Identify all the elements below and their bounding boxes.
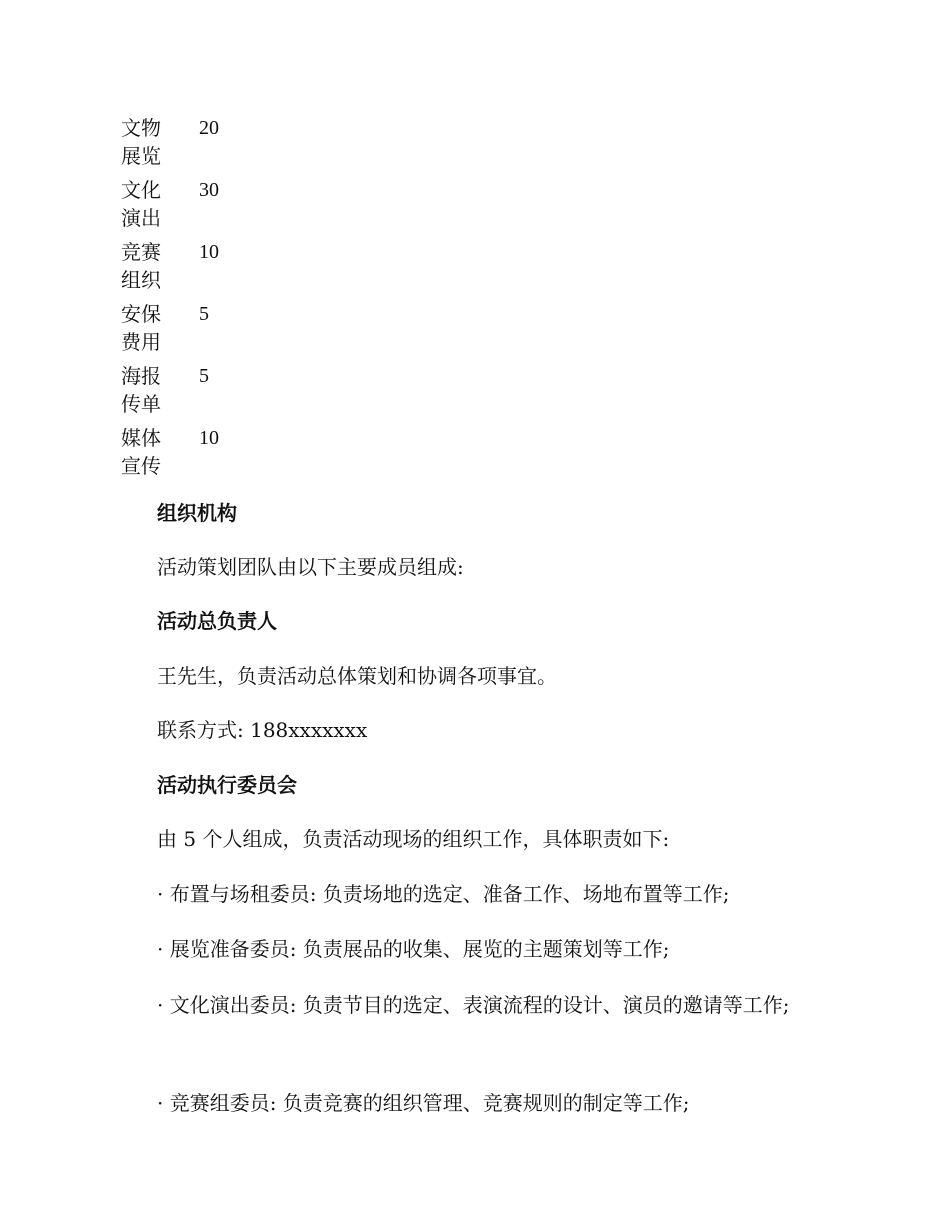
duty-item: · 竞赛组委员: 负责竞赛的组织管理、竞赛规则的制定等工作; — [157, 1091, 690, 1115]
duty-item: · 展览准备委员: 负责展品的收集、展览的主题策划等工作; — [157, 937, 670, 961]
budget-item — [121, 362, 199, 424]
budget-item-line2: 展览 — [121, 144, 161, 168]
committee-heading: 活动执行委员会 — [157, 773, 297, 797]
budget-item-line2: 宣传 — [121, 454, 161, 478]
duty-item: · 布置与场租委员: 负责场地的选定、准备工作、场地布置等工作; — [157, 882, 730, 906]
table-row — [121, 114, 219, 176]
org-heading: 组织机构 — [157, 501, 237, 525]
budget-amount: 30 — [199, 179, 219, 201]
budget-item-line2: 演出 — [121, 206, 161, 230]
budget-item-line1: 海报 — [121, 364, 161, 388]
budget-item-line1: 竞赛 — [121, 240, 161, 264]
committee-intro: 由 5 个人组成，负责活动现场的组织工作，具体职责如下: — [157, 827, 670, 851]
budget-item-line1: 安保 — [121, 302, 161, 326]
table-row — [121, 176, 219, 238]
budget-item-line2: 传单 — [121, 392, 161, 416]
table-row — [121, 300, 219, 362]
budget-amount: 10 — [199, 427, 219, 449]
table-row — [121, 424, 219, 486]
table-row — [121, 238, 219, 300]
budget-item — [121, 300, 199, 362]
budget-amount: 20 — [199, 117, 219, 139]
budget-item-line1: 文化 — [121, 178, 161, 202]
budget-amount: 5 — [199, 303, 209, 325]
budget-amount: 5 — [199, 365, 209, 387]
budget-item-line1: 媒体 — [121, 426, 161, 450]
table-row — [121, 362, 219, 424]
duty-item: · 文化演出委员: 负责节目的选定、表演流程的设计、演员的邀请等工作; — [157, 993, 790, 1017]
budget-item — [121, 238, 199, 300]
budget-item — [121, 114, 199, 176]
leader-heading: 活动总负责人 — [157, 609, 277, 633]
leader-description: 王先生，负责活动总体策划和协调各项事宜。 — [157, 664, 557, 688]
leader-contact: 联系方式: 188xxxxxxx — [157, 718, 368, 742]
budget-amount: 10 — [199, 241, 219, 263]
org-intro: 活动策划团队由以下主要成员组成: — [157, 555, 464, 579]
budget-item-line2: 费用 — [121, 330, 161, 354]
budget-item — [121, 424, 199, 486]
budget-item-line2: 组织 — [121, 268, 161, 292]
budget-table — [121, 114, 219, 486]
budget-item-line1: 文物 — [121, 116, 161, 140]
budget-item — [121, 176, 199, 238]
